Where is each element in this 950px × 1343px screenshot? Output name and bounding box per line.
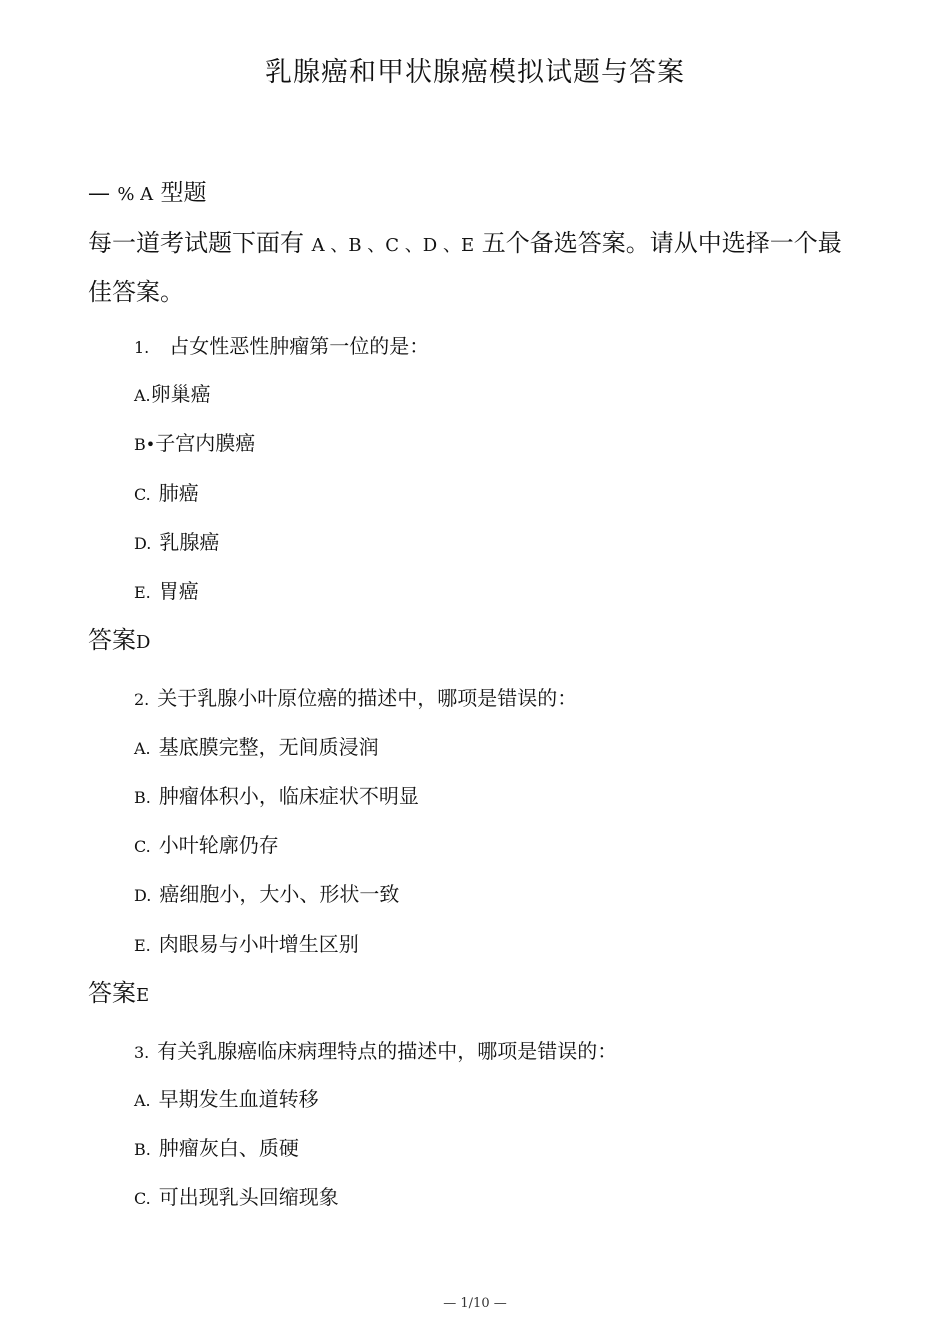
- page-title: 乳腺癌和甲状腺癌模拟试题与答案: [265, 57, 685, 88]
- question-text: 有关乳腺癌临床病理特点的描述中，哪项是错误的：: [157, 1039, 618, 1063]
- option-text: 子宫内膜癌: [155, 431, 256, 455]
- option-label: B.: [134, 1140, 151, 1159]
- option-3c: [134, 1181, 339, 1210]
- option-text: 卵巢癌: [150, 382, 211, 406]
- option-3b: [134, 1132, 299, 1161]
- option-label: C.: [134, 485, 151, 504]
- option-text: 基底膜完整，无间质浸润: [158, 735, 379, 759]
- question-number: 3.: [134, 1043, 150, 1062]
- instructions-paragraph: [88, 220, 848, 315]
- option-label: A.: [134, 1091, 151, 1110]
- answer-2: [88, 973, 149, 1008]
- instructions-part1: 每一道考试题下面有: [88, 229, 304, 257]
- option-3a: [134, 1083, 319, 1112]
- answer-value: E: [136, 985, 150, 1006]
- question-number: 2.: [134, 690, 150, 709]
- answer-value: D: [136, 632, 151, 653]
- answer-label: 答案: [88, 979, 136, 1007]
- question-3: [134, 1035, 617, 1064]
- option-label: E.: [134, 936, 151, 955]
- option-2c: [134, 829, 279, 858]
- option-text: 小叶轮廓仍存: [158, 833, 279, 857]
- option-2a: [134, 731, 379, 760]
- option-label: E.: [134, 583, 151, 602]
- question-2: [134, 682, 577, 711]
- option-label: D.: [134, 534, 152, 553]
- option-2d: [134, 878, 399, 907]
- option-label: A.: [134, 739, 151, 758]
- option-label: D.: [134, 886, 152, 905]
- section-marker: % A: [117, 184, 154, 205]
- page-footer: — 1/10 —: [443, 1296, 507, 1311]
- instructions-part2: 五个备选答案。请从中选择一个最佳答案。: [88, 229, 842, 306]
- option-text: 肿瘤体积小，临床症状不明显: [158, 784, 419, 808]
- option-1c: [134, 477, 199, 506]
- question-1: [134, 330, 429, 359]
- option-label: A.: [134, 386, 151, 405]
- section-dash: —: [88, 181, 110, 206]
- answer-label: 答案: [88, 626, 136, 654]
- answer-1: [88, 620, 150, 655]
- question-number: 1.: [134, 338, 150, 357]
- option-text: 肉眼易与小叶增生区别: [158, 932, 359, 956]
- option-2e: [134, 928, 359, 957]
- option-text: 肺癌: [158, 481, 199, 505]
- option-text: 可出现乳头回缩现象: [158, 1185, 339, 1209]
- option-2b: [134, 780, 419, 809]
- question-text: 关于乳腺小叶原位癌的描述中，哪项是错误的：: [157, 686, 578, 710]
- option-text: 癌细胞小，大小、形状一致: [159, 882, 400, 906]
- section-heading: [88, 174, 206, 207]
- option-label: B.: [134, 788, 151, 807]
- option-text: 乳腺癌: [159, 530, 220, 554]
- option-label: C.: [134, 837, 151, 856]
- section-label: 型题: [160, 180, 207, 206]
- option-1b: [134, 427, 255, 456]
- option-1d: [134, 526, 219, 555]
- option-text: 早期发生血道转移: [158, 1087, 319, 1111]
- option-1e: [134, 575, 199, 604]
- question-text: 占女性恶性肿瘤第一位的是：: [169, 334, 430, 358]
- option-label: C.: [134, 1189, 151, 1208]
- option-label: B•: [134, 435, 156, 454]
- option-text: 肿瘤灰白、质硬: [158, 1136, 299, 1160]
- option-text: 胃癌: [158, 579, 199, 603]
- option-1a: [134, 378, 211, 407]
- instructions-options: A 、B 、C 、D 、E: [311, 235, 475, 256]
